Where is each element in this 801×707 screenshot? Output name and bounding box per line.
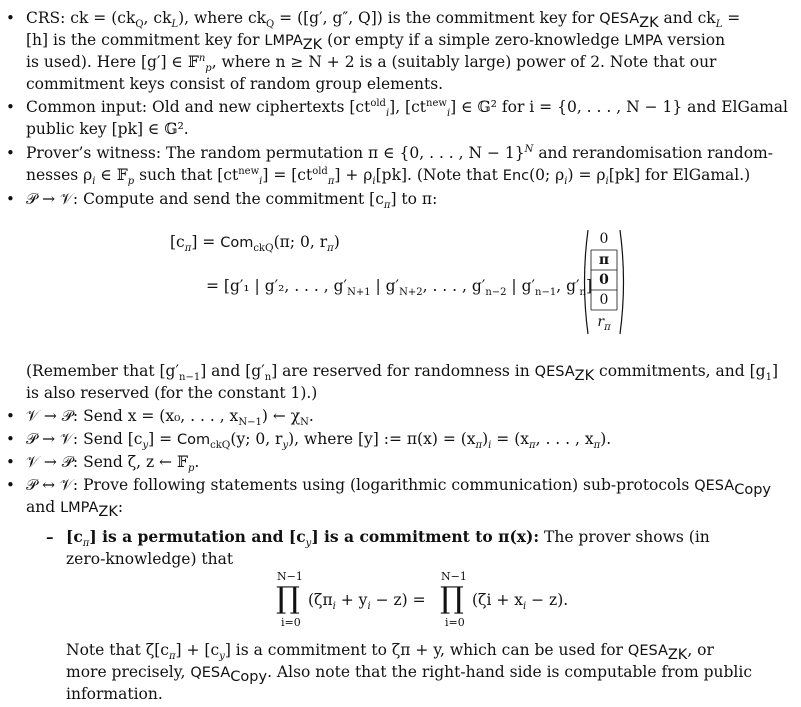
prod-lhs-symbol: ∏ (276, 581, 300, 616)
matrix-cell-pi: π (598, 252, 610, 268)
remember-line-1: (Remember that $[g'_{n-1}]$ and $[g'_n]$ are reserved for randomness in $QESA_{ZK}$ commitments, and $[g_1]$ (26, 362, 778, 385)
remember-line-2: is also reserved (for the constant 1).) (26, 384, 318, 402)
bullet-witness: • (6, 144, 15, 162)
prod-lhs-body: $(\zeta\pi_i + y_i - z)$ = (308, 591, 426, 613)
note-line-3: information. (66, 685, 163, 703)
bullet-step-2: • (6, 407, 15, 425)
bullet-step-4: • (6, 453, 15, 471)
matrix-cell-r: $r_\pi$ (597, 314, 611, 333)
step3-line: 𝒫 → 𝒱: Send $[c_y] = Com_{ckQ}(y$; 0, $r_y$), where [y] := $\pi(x) = (x_\pi)_i = (x_\pi$, . . . , $x_\pi$). (26, 430, 612, 452)
prod-lhs-lower: i=0 (281, 616, 301, 629)
prod-rhs-body: $(\zeta i + x_i - z)$. (472, 591, 569, 613)
witness-line-2: nesses $\rho_i$ ∈ 𝔽$_p$ such that $[ct^{new}_i] = [ct^{old}_\pi] + \rho_i[pk]$. (Note that Enc(0; $\rho_i) = \rho_i[pk]$ for ElGamal.) (26, 165, 751, 188)
step5-line-2: and $LMPA_{ZK}$: (26, 498, 124, 521)
matrix-cell-0: 0 (599, 231, 609, 247)
commitment-equation-2: = [g′₁ | g′₂, . . . , $g'_{N+1}$ | $g'_{N+2}$, . . . , $g'_{n-2}$ | $g'_{n-1}$, $g'_n$] (206, 277, 593, 299)
sub-item-line-1: $[c_\pi]$ is a permutation and $[c_y]$ is a commitment to π(x): The prover shows (in (66, 527, 710, 550)
crs-line-4: commitment keys consist of random group elements. (26, 75, 444, 93)
prod-lhs-upper: N−1 (277, 570, 303, 583)
prod-rhs-upper: N−1 (441, 570, 467, 583)
crs-line-3: is used). Here [g′] ∈ 𝔽$^n_p$, where n ≥ N + 2 is a (suitably large) power of 2. Note that our (26, 52, 717, 75)
note-line-1: Note that $\zeta[c_\pi] + [c_y]$ is a commitment to ζπ + y, which can be used for $QESA_{ZK}$, or (66, 641, 714, 664)
common-line-1: Common input: Old and new ciphertexts $[ct^{old}_i]$, $[ct^{new}_i]$ ∈ 𝔾² for i = {0, . . . , N − 1} and ElGamal (26, 97, 789, 120)
step4-line: 𝒱 → 𝒫: Send ζ, z ← 𝔽$_p$. (26, 453, 200, 475)
commitment-equation-1: $[c_\pi] = Com_{ckQ}(\pi$; 0, $r_\pi$) (170, 233, 340, 255)
crs-line-2: [h] is the commitment key for $LMPA_{ZK}$ (or empty if a simple zero-knowledge LMPA version (26, 31, 726, 54)
matrix-cell-2: 0 (599, 272, 609, 288)
sub-item-line-2: zero-knowledge) that (66, 550, 234, 568)
bullet-step-3: • (6, 430, 15, 448)
bullet-step-5: • (6, 476, 15, 494)
bullet-common-input: • (6, 98, 15, 116)
bullet-crs: • (6, 9, 15, 27)
step2-line: 𝒱 → 𝒫: Send x = (x₀, . . . , $x_{N-1}$) ← $\chi_N$. (26, 407, 314, 429)
column-vector (580, 228, 628, 336)
note-line-2: more precisely, $QESA_{Copy}$. Also note that the right-hand side is computable from public (66, 663, 753, 686)
witness-line-1: Prover’s witness: The random permutation π ∈ {0, . . . , N − 1}$^N$ and rerandomisation random- (26, 143, 773, 162)
bullet-step-1: • (6, 190, 15, 208)
prod-rhs-lower: i=0 (445, 616, 465, 629)
sub-item-dash: – (46, 528, 54, 546)
prod-rhs-symbol: ∏ (440, 581, 464, 616)
common-line-2: public key [pk] ∈ 𝔾². (26, 120, 189, 138)
matrix-cell-3: 0 (599, 292, 609, 308)
step5-line-1: 𝒫 ↔ 𝒱: Prove following statements using (logarithmic communication) sub-protocols $QESA_{Copy}$ (26, 476, 771, 499)
crs-line-1: CRS: ck = ($ck_Q$, $ck_L$), where $ck_Q = ([g'$, g″, Q]) is the commitment key for $QESA_{ZK}$ and $ck_L$ = (26, 9, 741, 32)
step1-line: 𝒫 → 𝒱: Compute and send the commitment $[c_\pi]$ to π: (26, 190, 438, 212)
